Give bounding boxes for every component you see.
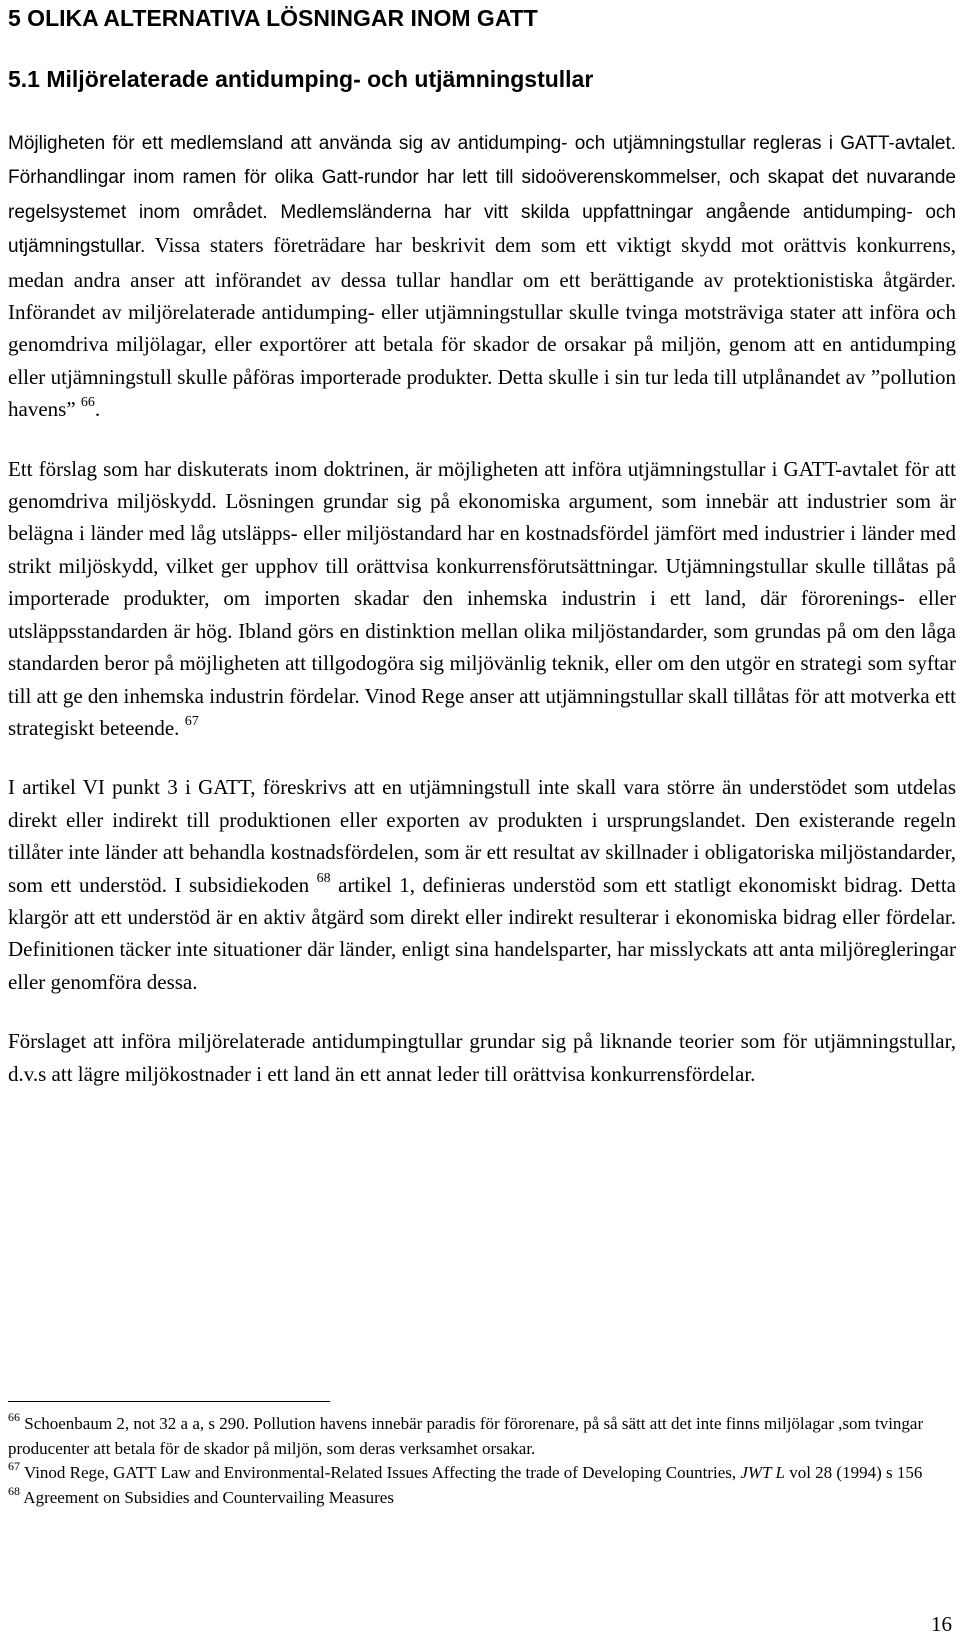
footnote-68-text: Agreement on Subsidies and Countervailing Measures [20,1487,394,1507]
footnote-ref-67[interactable]: 67 [184,713,199,729]
footnote-number-68: 68 [8,1483,20,1498]
footnote-67-text-before: Vinod Rege, GATT Law and Environmental-Related Issues Affecting the trade of Developing Countries, [20,1463,741,1482]
footnote-67 [8,1461,956,1486]
paragraph-2 [8,453,956,745]
footnote-66 [8,1412,956,1461]
footnote-number-67: 67 [8,1459,20,1473]
page-number: 16 [931,1612,952,1636]
footnote-ref-68[interactable]: 68 [316,870,331,886]
footnote-67-journal: JWT L [740,1463,785,1482]
footnote-66-text: Schoenbaum 2, not 32 a a, s 290. Pollution havens innebär paradis för förorenare, på så sätt att det inte finns miljölagar ,som tvingar producenter att betala för de skador på miljön, som deras verksamhet orsakar. [8,1414,924,1458]
footnote-ref-66[interactable]: 66 [80,395,95,411]
paragraph-1-end: . [94,397,101,422]
footnote-68 [8,1483,956,1511]
paragraph-2-text: Ett förslag som har diskuterats inom doktrinen, är möjligheten att införa utjämningstullar i GATT-avtalet för att genomdriva miljöskydd. Lösningen grundar sig på ekonomiska argument, som innebär att industrier som är belägna i länder med låg utsläpps- eller miljöstandard har en kostnadsfördel jämfört med industrier i länder med strikt miljöskydd, vilket ger upphov till orättvisa konkurrensförutsättningar. Utjämningstullar skulle tillåtas på importerade produkter, om importen skadar den inhemska industrin i ett land, där förorenings- eller utsläppsstandarden är hög. Ibland görs en distinktion mellan olika miljöstandarder, som grundas på om den låga standarden beror på möjligheten att tillgodogöra sig miljövänlig teknik, eller om den utgör en strategi som syftar till att ge den inhemska industrin fördelar. Vinod Rege anser att utjämningstullar skall tillåtas för att motverka ett strategiskt beteende. [8,456,956,740]
footnotes [8,1412,956,1510]
footnote-separator [8,1401,330,1402]
paragraph-3 [8,771,956,998]
paragraph-1-serif-part: Vissa staters företrädare har beskrivit dem som ett viktigt skydd mot orättvis konkurrens, medan andra anser att införandet av dessa tullar handlar om ett berättigande av protektionistiska åtgärder. Införandet av miljörelaterade antidumping- eller utjämningstullar skulle tvinga motsträviga stater att införa och genomdriva miljölagar, eller exportörer att betala för skador de orsakar på miljön, genom att en antidumping eller utjämningstull skulle påföras importerade produkter. Detta skulle i sin tur leda till utplånandet av ”pollution havens” [8,233,956,422]
document-page [8,0,956,1647]
section-heading: 5.1 Miljörelaterade antidumping- och utjämningstullar [8,66,594,92]
paragraph-1-sans-part: Möjligheten för ett medlemsland att använda sig av antidumping- och utjämningstullar regleras i GATT-avtalet. Förhandlingar inom ramen för olika Gatt-rundor har lett till sidoöverenskommelser, och skapat det nuvarande regelsystemet inom området. Medlemsländerna har vitt skilda uppfattningar angående antidumping- och utjämningstullar. [8,133,956,258]
chapter-heading: 5 OLIKA ALTERNATIVA LÖSNINGAR INOM GATT [8,5,538,31]
paragraph-3-text-after: artikel 1, definieras understöd som ett statligt ekonomiskt bidrag. Detta klargör att ett understöd är en aktiv åtgärd som direkt eller indirekt resulterar i ekonomiska bidrag eller fördelar. Definitionen täcker inte situationer där länder, enligt sina handelsparter, har misslyckats att anta miljöregleringar eller genomföra dessa. [8,872,956,994]
footnote-number-66: 66 [8,1410,20,1424]
footnote-67-text-after: vol 28 (1994) s 156 [784,1463,923,1482]
paragraph-4: Förslaget att införa miljörelaterade antidumpingtullar grundar sig på liknande teorier som för utjämningstullar, d.v.s att lägre miljökostnader i ett land än ett annat leder till orättvisa konkurrensfördelar. [8,1029,956,1086]
paragraph-3-text-before: I artikel VI punkt 3 i GATT, föreskrivs att en utjämningstull inte skall vara större än understödet som utdelas direkt eller indirekt till produktionen eller exporten av produkten i ursprungslandet. Den existerande regeln tillåter inte länder att behandla kostnadsfördelen, som är ett resultat av skillnader i obligatoriska miljöstandarder, som ett understöd. I subsidiekoden [8,775,956,897]
paragraph-1 [8,126,956,426]
body-text [8,126,956,1117]
